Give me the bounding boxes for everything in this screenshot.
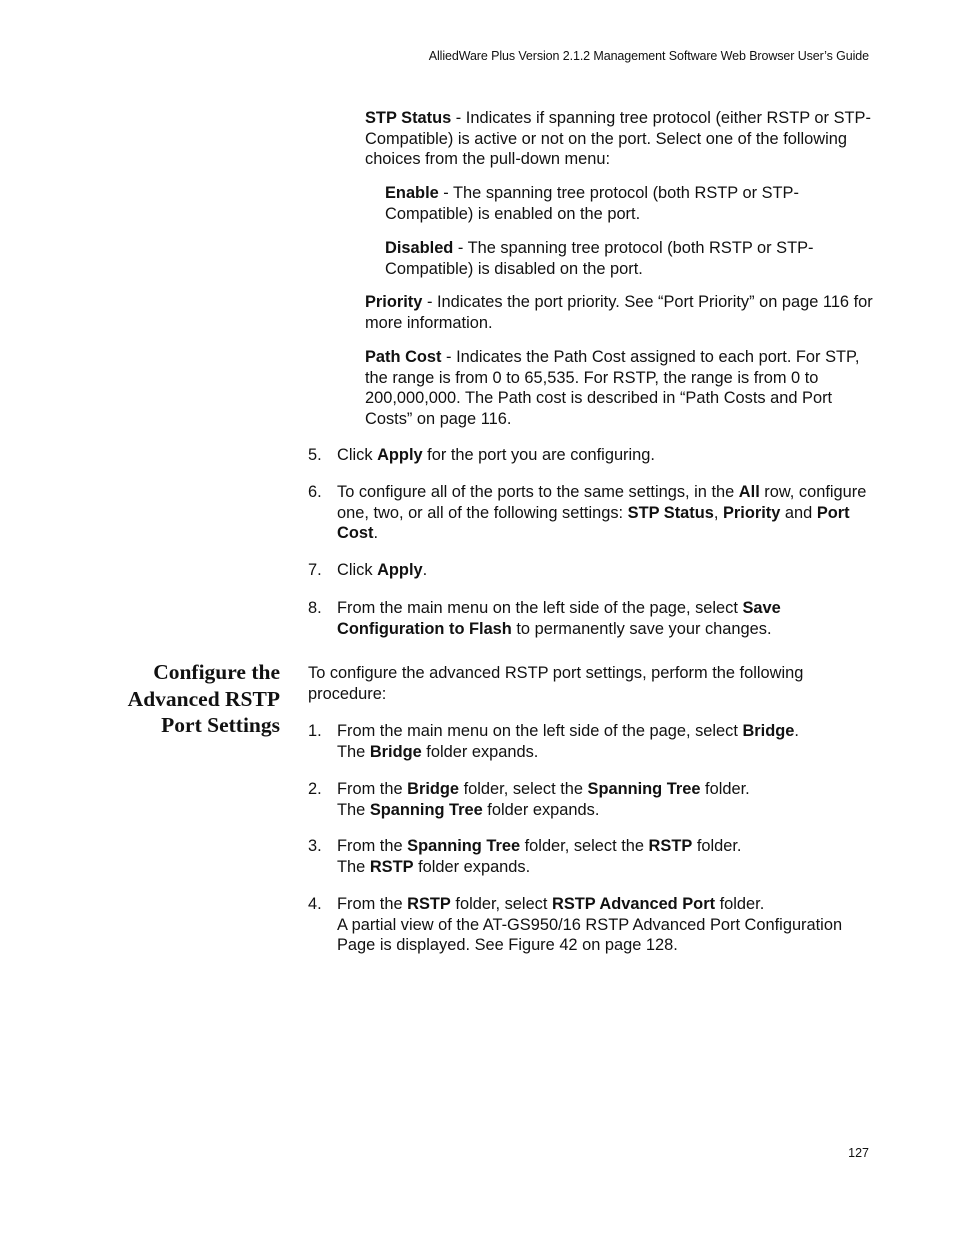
step-text: folder, select	[450, 895, 552, 913]
list-item	[308, 894, 878, 956]
step-number: 1.	[308, 722, 322, 740]
list-item	[308, 779, 878, 820]
definition-text: - Indicates the Path Cost assigned to each port. For STP, the range is from 0 to 65,535. For RSTP, the range is from 0 to 200,000,000. The Path cost is described in “Path Costs and Port Costs” on page 116.	[365, 348, 860, 428]
ui-term: All	[738, 483, 760, 501]
step-text: for the port you are configuring.	[422, 446, 655, 464]
ui-term: Port Cost	[337, 503, 850, 543]
step-result: The	[337, 857, 370, 876]
step-number: 5.	[308, 446, 322, 464]
list-item	[308, 721, 878, 762]
step-text: .	[794, 722, 799, 740]
step-text: folder.	[700, 780, 750, 798]
definition-term: Disabled	[385, 239, 454, 257]
heading-line: Port Settings	[161, 713, 280, 737]
ui-term: RSTP Advanced Port	[552, 895, 716, 913]
ui-term: Apply	[377, 561, 423, 579]
ui-term: Spanning Tree	[407, 837, 521, 855]
step-text: From the main menu on the left side of the page, select	[337, 722, 743, 740]
definition-term: Enable	[385, 184, 439, 202]
step-text: ,	[713, 503, 723, 522]
step-number: 2.	[308, 780, 322, 798]
step-text: folder.	[692, 837, 742, 855]
ui-term: Bridge	[407, 780, 460, 798]
section-intro: To configure the advanced RSTP port settings, perform the following procedure:	[308, 664, 804, 703]
ui-term: Apply	[377, 446, 423, 464]
step-text: From the	[337, 895, 408, 913]
heading-line: Configure the	[153, 660, 280, 684]
step-result: The	[337, 800, 370, 819]
list-item	[308, 598, 878, 639]
definition-path-cost	[365, 347, 875, 429]
definition-term: STP Status	[365, 109, 452, 127]
ui-term: Save Configuration to Flash	[337, 599, 781, 638]
step-text: folder, select the	[459, 780, 588, 798]
ui-term: STP Status	[627, 503, 714, 522]
definition-term: Path Cost	[365, 348, 442, 366]
step-number: 4.	[308, 895, 322, 913]
step-result: A partial view of the AT-GS950/16 RSTP Advanced Port Configuration Page is displayed. See Figure 42 on page 128.	[337, 915, 843, 955]
list-item	[308, 560, 878, 581]
ui-term: RSTP	[648, 837, 693, 855]
step-result: The	[337, 742, 370, 761]
ui-term: Spanning Tree	[369, 800, 483, 819]
list-item	[308, 445, 878, 466]
definition-text: - Indicates if spanning tree protocol (either RSTP or STP-Compatible) is active or not on the port. Select one of the following choices from the pull-down menu:	[365, 109, 871, 169]
step-text: to permanently save your changes.	[511, 619, 772, 638]
definition-stp-status	[365, 108, 875, 170]
ui-term: RSTP	[407, 895, 451, 913]
section-heading	[80, 659, 280, 739]
definition-disabled	[385, 238, 880, 279]
step-number: 8.	[308, 599, 322, 617]
definition-text: - The spanning tree protocol (both RSTP or STP-Compatible) is enabled on the port.	[385, 184, 799, 223]
step-text: .	[422, 561, 428, 579]
definition-text: - Indicates the port priority. See “Port Priority” on page 116 for more information.	[365, 293, 873, 332]
ui-term: Spanning Tree	[587, 780, 701, 798]
step-number: 7.	[308, 561, 322, 579]
definition-priority	[365, 292, 875, 333]
step-result: folder expands.	[413, 857, 531, 876]
step-text: Click	[337, 446, 378, 464]
step-text: Click	[337, 561, 378, 579]
step-text: From the main menu on the left side of the page, select	[337, 599, 743, 617]
step-text: row, configure one, two, or all of the following settings:	[337, 483, 867, 522]
heading-line: Advanced RSTP	[127, 686, 280, 711]
step-text: and	[780, 503, 817, 522]
step-number: 3.	[308, 837, 322, 855]
running-head: AlliedWare Plus Version 2.1.2 Management Software Web Browser User’s Guide	[428, 49, 869, 63]
step-result: folder expands.	[421, 742, 539, 761]
ui-term: Priority	[722, 503, 781, 522]
step-text: From the	[337, 837, 408, 855]
list-item	[308, 836, 878, 877]
step-text: From the	[337, 780, 408, 798]
step-number: 6.	[308, 483, 322, 501]
step-text: folder, select the	[520, 837, 649, 855]
page-number: 127	[848, 1146, 869, 1160]
definition-enable	[385, 183, 880, 224]
step-text: .	[373, 524, 378, 543]
step-text: To configure all of the ports to the same settings, in the	[337, 483, 739, 501]
definition-text: - The spanning tree protocol (both RSTP or STP-Compatible) is disabled on the port.	[385, 239, 814, 278]
ui-term: Bridge	[369, 742, 422, 761]
step-result: folder expands.	[482, 800, 600, 819]
definition-term: Priority	[365, 293, 423, 311]
ui-term: RSTP	[369, 857, 414, 876]
step-text: folder.	[715, 895, 765, 913]
list-item	[308, 482, 878, 544]
ui-term: Bridge	[742, 722, 795, 740]
